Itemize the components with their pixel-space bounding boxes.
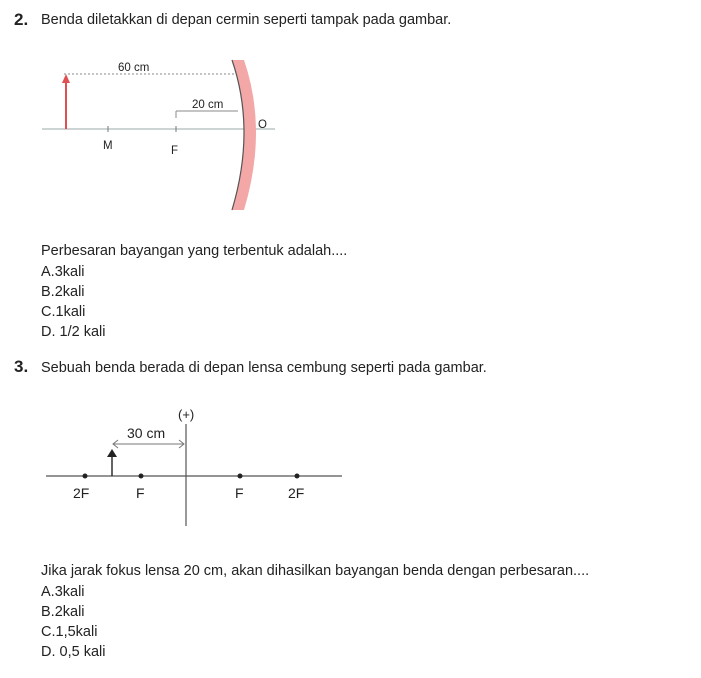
question-2-number: 2. — [14, 10, 29, 29]
label-20cm: 20 cm — [192, 99, 224, 111]
label-30cm: 30 cm — [127, 425, 166, 441]
question-3-option-c[interactable]: C.1,5kali — [41, 624, 98, 640]
lens-diagram — [0, 400, 360, 535]
label-o: O — [258, 119, 267, 131]
question-3-number: 3. — [14, 357, 29, 376]
label-f-right: F — [235, 485, 244, 501]
question-2-text: Benda diletakkan di depan cermin seperti tampak pada gambar. — [41, 12, 452, 28]
question-3-text: Sebuah benda berada di depan lensa cembung seperti pada gambar. — [41, 360, 487, 376]
point-2f-left — [83, 474, 88, 479]
mirror-diagram — [0, 50, 300, 220]
question-2-prompt: Perbesaran bayangan yang terbentuk adalah.... — [41, 243, 348, 259]
label-plus: (+) — [178, 407, 195, 422]
object-arrow-head — [62, 74, 70, 83]
label-2f-left: 2F — [73, 485, 90, 501]
question-3-prompt: Jika jarak fokus lensa 20 cm, akan dihasilkan bayangan benda dengan perbesaran.... — [41, 563, 590, 579]
label-f-left: F — [136, 485, 145, 501]
label-f: F — [171, 145, 179, 157]
point-2f-right — [295, 474, 300, 479]
question-2-option-d[interactable]: D. 1/2 kali — [41, 324, 106, 340]
question-3-option-d[interactable]: D. 0,5 kali — [41, 644, 106, 660]
question-3-option-b[interactable]: B.2kali — [41, 604, 85, 620]
label-60cm: 60 cm — [118, 62, 150, 74]
label-m: M — [103, 140, 113, 152]
object-arrow-head — [107, 449, 117, 457]
question-2-option-a[interactable]: A.3kali — [41, 264, 85, 280]
question-2-option-b[interactable]: B.2kali — [41, 284, 85, 300]
question-3-option-a[interactable]: A.3kali — [41, 584, 85, 600]
point-f-left — [139, 474, 144, 479]
point-f-right — [238, 474, 243, 479]
label-2f-right: 2F — [288, 485, 305, 501]
question-2-option-c[interactable]: C.1kali — [41, 304, 86, 320]
